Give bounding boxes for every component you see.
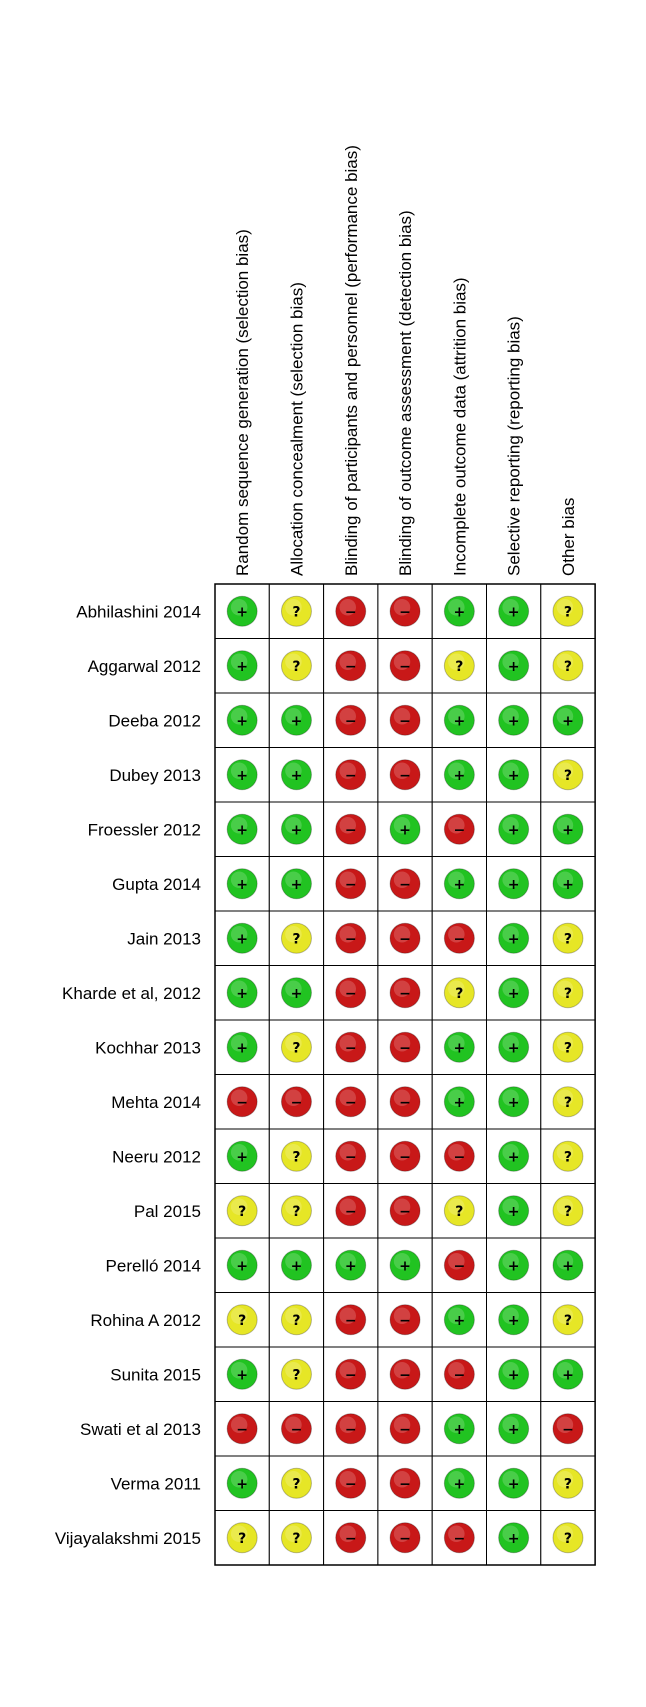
column-header: Other bias: [558, 497, 578, 576]
rating-high-risk: [444, 1141, 474, 1171]
rating-high-risk: [336, 814, 366, 844]
rating-unclear-risk: [553, 1196, 583, 1226]
rating-high-risk: [227, 1414, 257, 1444]
rating-symbol: ?: [563, 985, 573, 1002]
rating-symbol: +: [399, 822, 411, 839]
study-label: Dubey 2013: [109, 765, 201, 785]
rating-symbol: ?: [563, 658, 573, 675]
rating-low-risk: [227, 705, 257, 735]
rating-symbol: +: [236, 1258, 249, 1275]
rating-unclear-risk: [281, 651, 311, 681]
rating-unclear-risk: [553, 1305, 583, 1335]
rating-low-risk: [227, 596, 257, 626]
rating-symbol: −: [399, 985, 411, 1002]
rating-symbol: −: [453, 931, 466, 948]
rating-high-risk: [336, 1141, 366, 1171]
rating-high-risk: [336, 1523, 366, 1553]
rating-low-risk: [499, 1468, 529, 1498]
rating-symbol: −: [344, 604, 357, 621]
rating-symbol: −: [453, 1367, 466, 1384]
rating-symbol: +: [236, 1476, 249, 1493]
rating-symbol: ?: [455, 1203, 464, 1220]
rating-unclear-risk: [227, 1305, 257, 1335]
rating-low-risk: [499, 1250, 529, 1280]
study-label: Perelló 2014: [105, 1256, 201, 1276]
rating-symbol: −: [399, 1312, 411, 1329]
rating-unclear-risk: [281, 923, 311, 953]
rating-unclear-risk: [553, 1468, 583, 1498]
rating-symbol: ?: [563, 1149, 573, 1166]
rating-low-risk: [499, 869, 529, 899]
rating-symbol: −: [344, 713, 357, 730]
rating-low-risk: [281, 814, 311, 844]
rating-unclear-risk: [553, 1141, 583, 1171]
rating-symbol: +: [453, 876, 466, 893]
rating-symbol: +: [399, 1258, 411, 1275]
rating-symbol: +: [507, 985, 520, 1002]
rating-symbol: +: [453, 1040, 466, 1057]
rating-symbol: ?: [292, 604, 301, 621]
study-label: Neeru 2012: [112, 1147, 201, 1167]
rating-symbol: −: [399, 1040, 411, 1057]
rating-symbol: −: [399, 931, 411, 948]
rating-low-risk: [499, 1141, 529, 1171]
rating-high-risk: [227, 1087, 257, 1117]
column-header: Blinding of outcome assessment (detection bias): [396, 210, 416, 576]
rating-symbol: +: [507, 1367, 520, 1384]
rating-symbol: +: [507, 1312, 520, 1329]
rating-symbol: +: [453, 1312, 466, 1329]
rating-low-risk: [499, 1359, 529, 1389]
rating-unclear-risk: [553, 596, 583, 626]
rating-unclear-risk: [444, 1196, 474, 1226]
rating-high-risk: [336, 869, 366, 899]
rating-unclear-risk: [281, 1032, 311, 1062]
rating-high-risk: [390, 1523, 420, 1553]
rating-symbol: −: [453, 822, 466, 839]
rating-low-risk: [444, 869, 474, 899]
rating-low-risk: [390, 1250, 420, 1280]
rating-high-risk: [444, 923, 474, 953]
rating-symbol: −: [399, 1149, 411, 1166]
rating-symbol: ?: [563, 1094, 573, 1111]
rating-low-risk: [444, 705, 474, 735]
rating-high-risk: [336, 923, 366, 953]
rating-low-risk: [499, 1032, 529, 1062]
rating-unclear-risk: [553, 978, 583, 1008]
rating-low-risk: [499, 651, 529, 681]
rating-unclear-risk: [553, 923, 583, 953]
rating-low-risk: [444, 1414, 474, 1444]
rating-high-risk: [336, 596, 366, 626]
rating-symbol: −: [290, 1421, 303, 1438]
rating-symbol: +: [236, 1367, 249, 1384]
rating-symbol: +: [562, 1367, 574, 1384]
rating-symbol: +: [236, 658, 249, 675]
rating-symbol: +: [562, 876, 574, 893]
rating-unclear-risk: [281, 1359, 311, 1389]
rating-low-risk: [227, 923, 257, 953]
rating-symbol: −: [344, 767, 357, 784]
rating-low-risk: [227, 1032, 257, 1062]
rating-unclear-risk: [553, 1032, 583, 1062]
rating-low-risk: [227, 978, 257, 1008]
rating-symbol: +: [507, 1258, 520, 1275]
rating-symbol: +: [507, 931, 520, 948]
rating-symbol: +: [562, 713, 574, 730]
study-label: Vijayalakshmi 2015: [54, 1528, 201, 1548]
rating-symbol: −: [399, 1530, 411, 1547]
rating-symbol: −: [236, 1094, 249, 1111]
rating-symbol: −: [399, 1421, 411, 1438]
rating-symbol: −: [344, 1094, 357, 1111]
rating-symbol: +: [290, 822, 303, 839]
rating-symbol: −: [399, 1094, 411, 1111]
rating-symbol: −: [399, 658, 411, 675]
rating-symbol: +: [507, 1530, 520, 1547]
rating-symbol: +: [507, 658, 520, 675]
rating-symbol: −: [399, 713, 411, 730]
study-label: Swati et al 2013: [80, 1419, 201, 1439]
rating-symbol: +: [507, 1476, 520, 1493]
rating-symbol: −: [453, 1258, 466, 1275]
rating-symbol: +: [236, 985, 249, 1002]
rating-symbol: ?: [292, 1203, 301, 1220]
rating-low-risk: [499, 1414, 529, 1444]
rating-low-risk: [444, 760, 474, 790]
rating-symbol: ?: [563, 767, 573, 784]
rating-symbol: +: [236, 822, 249, 839]
rating-symbol: ?: [292, 931, 301, 948]
rating-low-risk: [553, 869, 583, 899]
study-label: Rohina A 2012: [90, 1310, 201, 1330]
rating-symbol: ?: [455, 985, 464, 1002]
rating-symbol: +: [507, 1149, 520, 1166]
rating-unclear-risk: [281, 1141, 311, 1171]
rating-high-risk: [336, 1468, 366, 1498]
rating-symbol: +: [507, 767, 520, 784]
rating-low-risk: [444, 1305, 474, 1335]
rating-high-risk: [390, 978, 420, 1008]
rating-high-risk: [390, 1359, 420, 1389]
rating-low-risk: [499, 1087, 529, 1117]
rating-symbol: −: [399, 1476, 411, 1493]
rating-low-risk: [499, 760, 529, 790]
study-labels: [55, 602, 201, 1548]
rating-low-risk: [227, 1141, 257, 1171]
rating-high-risk: [336, 978, 366, 1008]
rating-high-risk: [336, 705, 366, 735]
column-header: Random sequence generation (selection bias): [233, 229, 253, 576]
rating-high-risk: [390, 651, 420, 681]
rating-symbol: ?: [238, 1203, 247, 1220]
rating-symbol: −: [344, 1530, 357, 1547]
rating-symbol: ?: [563, 1040, 573, 1057]
rating-symbol: +: [453, 767, 466, 784]
rating-high-risk: [390, 1196, 420, 1226]
rating-symbol: ?: [292, 1040, 301, 1057]
rating-high-risk: [390, 1141, 420, 1171]
rating-symbol: +: [507, 1040, 520, 1057]
rating-unclear-risk: [281, 1523, 311, 1553]
rating-low-risk: [553, 1359, 583, 1389]
rating-high-risk: [444, 1359, 474, 1389]
rating-symbol: +: [236, 1040, 249, 1057]
rating-symbol: ?: [238, 1312, 247, 1329]
rating-symbol: +: [236, 876, 249, 893]
rating-symbol: ?: [292, 1476, 301, 1493]
rating-high-risk: [444, 814, 474, 844]
rating-high-risk: [390, 760, 420, 790]
rating-high-risk: [336, 760, 366, 790]
rating-high-risk: [336, 651, 366, 681]
study-label: Froessler 2012: [87, 820, 201, 840]
rating-high-risk: [390, 869, 420, 899]
study-label: Gupta 2014: [112, 874, 201, 894]
rating-unclear-risk: [444, 978, 474, 1008]
rating-low-risk: [281, 1250, 311, 1280]
rating-low-risk: [499, 923, 529, 953]
rating-symbol: ?: [238, 1530, 247, 1547]
column-header: Blinding of participants and personnel (performance bias): [341, 145, 361, 576]
rating-high-risk: [390, 705, 420, 735]
rating-high-risk: [336, 1087, 366, 1117]
study-label: Abhilashini 2014: [76, 602, 201, 622]
rating-low-risk: [444, 1032, 474, 1062]
rating-high-risk: [390, 596, 420, 626]
rating-symbol: +: [236, 604, 249, 621]
rating-low-risk: [336, 1250, 366, 1280]
rating-high-risk: [281, 1087, 311, 1117]
rating-low-risk: [553, 1250, 583, 1280]
rating-symbol: +: [562, 1258, 574, 1275]
rating-symbol: −: [344, 658, 357, 675]
rating-symbol: +: [453, 1421, 466, 1438]
rating-symbol: −: [399, 604, 411, 621]
rating-symbol: ?: [292, 1312, 301, 1329]
rating-low-risk: [444, 1468, 474, 1498]
rating-unclear-risk: [281, 1468, 311, 1498]
rating-symbol: −: [344, 1367, 357, 1384]
column-header: Allocation concealment (selection bias): [287, 282, 307, 576]
rating-symbol: −: [344, 1203, 357, 1220]
rating-symbol: +: [507, 604, 520, 621]
rating-low-risk: [499, 814, 529, 844]
rating-low-risk: [499, 1523, 529, 1553]
rating-symbol: +: [507, 1421, 520, 1438]
rating-low-risk: [281, 705, 311, 735]
rating-symbol: −: [453, 1149, 466, 1166]
rating-low-risk: [444, 596, 474, 626]
rating-symbol: +: [507, 713, 520, 730]
rating-symbol: −: [344, 931, 357, 948]
rating-symbol: +: [507, 822, 520, 839]
column-header: Selective reporting (reporting bias): [504, 316, 524, 576]
rating-low-risk: [499, 1196, 529, 1226]
rating-unclear-risk: [553, 1087, 583, 1117]
rating-low-risk: [227, 1359, 257, 1389]
rating-symbol: +: [236, 767, 249, 784]
rating-symbol: −: [344, 1421, 357, 1438]
rating-low-risk: [553, 705, 583, 735]
rating-symbol: −: [290, 1094, 303, 1111]
rating-unclear-risk: [444, 651, 474, 681]
rating-symbol: +: [507, 1203, 520, 1220]
rating-high-risk: [336, 1305, 366, 1335]
rating-symbol: ?: [292, 658, 301, 675]
rating-symbol: +: [290, 876, 303, 893]
rating-unclear-risk: [227, 1196, 257, 1226]
rating-symbol: ?: [292, 1367, 301, 1384]
rating-symbol: −: [236, 1421, 249, 1438]
rating-high-risk: [336, 1359, 366, 1389]
rating-symbol: ?: [563, 1203, 573, 1220]
rating-symbol: ?: [292, 1530, 301, 1547]
rating-symbol: +: [507, 1094, 520, 1111]
rating-symbol: −: [399, 876, 411, 893]
rating-symbol: −: [344, 985, 357, 1002]
rating-symbol: +: [290, 713, 303, 730]
study-label: Verma 2011: [110, 1474, 201, 1494]
rating-symbol: +: [453, 1094, 466, 1111]
rating-high-risk: [553, 1414, 583, 1444]
rating-symbol: +: [236, 931, 249, 948]
study-label: Kharde et al, 2012: [62, 983, 201, 1003]
rating-low-risk: [390, 814, 420, 844]
rating-low-risk: [227, 1250, 257, 1280]
rating-low-risk: [227, 760, 257, 790]
study-label: Deeba 2012: [108, 711, 201, 731]
rating-grid: [215, 584, 595, 1565]
rating-low-risk: [499, 978, 529, 1008]
rating-symbol: +: [507, 876, 520, 893]
rating-low-risk: [281, 760, 311, 790]
rating-symbol: +: [453, 604, 466, 621]
rating-symbol: ?: [563, 604, 573, 621]
rating-symbol: +: [562, 822, 574, 839]
study-label: Kochhar 2013: [95, 1038, 201, 1058]
rating-high-risk: [336, 1196, 366, 1226]
rating-high-risk: [444, 1523, 474, 1553]
rating-low-risk: [499, 596, 529, 626]
rating-symbol: ?: [563, 1476, 573, 1493]
rating-symbol: ?: [292, 1149, 301, 1166]
rating-symbol: −: [344, 1149, 357, 1166]
rating-symbol: −: [562, 1421, 574, 1438]
rating-high-risk: [390, 1087, 420, 1117]
rating-unclear-risk: [553, 760, 583, 790]
rating-symbol: ?: [563, 1530, 573, 1547]
rating-high-risk: [390, 1032, 420, 1062]
rating-low-risk: [499, 1305, 529, 1335]
rating-high-risk: [281, 1414, 311, 1444]
study-label: Sunita 2015: [110, 1365, 201, 1385]
rating-symbol: +: [453, 1476, 466, 1493]
study-label: Mehta 2014: [111, 1092, 201, 1112]
rating-low-risk: [444, 1087, 474, 1117]
column-headers: [233, 145, 578, 576]
rating-low-risk: [227, 814, 257, 844]
rating-symbol: −: [344, 822, 357, 839]
rating-low-risk: [227, 1468, 257, 1498]
rating-unclear-risk: [281, 1305, 311, 1335]
rating-high-risk: [390, 1305, 420, 1335]
rating-low-risk: [553, 814, 583, 844]
rating-low-risk: [227, 869, 257, 899]
rating-symbol: −: [344, 1476, 357, 1493]
rating-unclear-risk: [553, 1523, 583, 1553]
rating-symbol: +: [290, 985, 303, 1002]
column-header: Incomplete outcome data (attrition bias): [450, 277, 470, 576]
rating-symbol: ?: [455, 658, 464, 675]
rating-symbol: −: [344, 876, 357, 893]
study-label: Pal 2015: [133, 1201, 201, 1221]
rating-low-risk: [281, 978, 311, 1008]
rating-symbol: ?: [563, 1312, 573, 1329]
rating-symbol: −: [344, 1312, 357, 1329]
rating-symbol: +: [290, 1258, 303, 1275]
rating-high-risk: [336, 1414, 366, 1444]
rating-low-risk: [281, 869, 311, 899]
rating-symbol: ?: [563, 931, 573, 948]
rating-symbol: −: [399, 1203, 411, 1220]
rating-high-risk: [390, 1414, 420, 1444]
rating-unclear-risk: [553, 651, 583, 681]
study-label: Aggarwal 2012: [87, 656, 201, 676]
rating-low-risk: [499, 705, 529, 735]
rating-high-risk: [390, 1468, 420, 1498]
rating-high-risk: [336, 1032, 366, 1062]
rating-unclear-risk: [227, 1523, 257, 1553]
rating-symbol: −: [399, 767, 411, 784]
study-label: Jain 2013: [127, 929, 201, 949]
rating-symbol: +: [453, 713, 466, 730]
rating-symbol: −: [453, 1530, 466, 1547]
rating-symbol: +: [236, 1149, 249, 1166]
rating-symbol: −: [399, 1367, 411, 1384]
rating-unclear-risk: [281, 1196, 311, 1226]
rating-low-risk: [227, 651, 257, 681]
rating-high-risk: [390, 923, 420, 953]
rating-symbol: −: [344, 1040, 357, 1057]
rating-symbol: +: [290, 767, 303, 784]
rating-high-risk: [444, 1250, 474, 1280]
rating-symbol: +: [344, 1258, 357, 1275]
rating-symbol: +: [236, 713, 249, 730]
rating-unclear-risk: [281, 596, 311, 626]
